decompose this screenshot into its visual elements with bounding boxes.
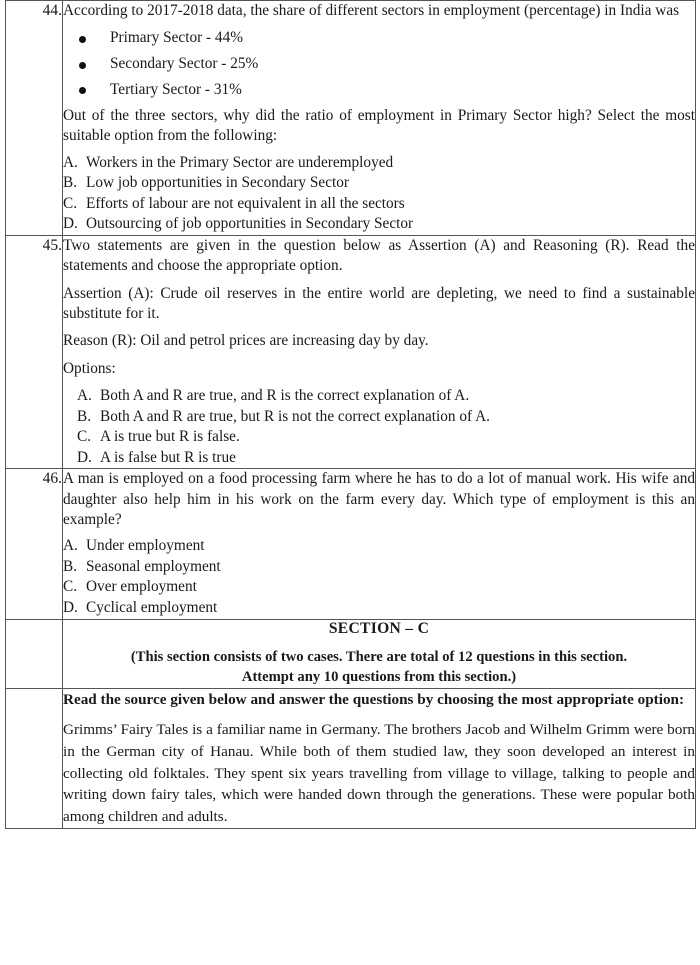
bullet-dot-icon: [79, 87, 86, 94]
option-letter: D.: [77, 448, 92, 466]
option-letter: D.: [63, 598, 78, 616]
option-d: [77, 448, 695, 469]
table-row: [6, 469, 696, 619]
section-number-cell: [6, 619, 63, 688]
question-body-45: [63, 235, 696, 468]
table-row: [6, 619, 696, 688]
question-45-assertion: Assertion (A): Crude oil reserves in the entire world are depleting, we need to find a sustainable substitute for it.: [63, 284, 695, 322]
case-study-number-cell: [6, 688, 63, 828]
option-letter: C.: [63, 194, 78, 212]
question-45-intro: Two statements are given in the question below as Assertion (A) and Reasoning (R). Read the statements and choose the appropriate option.: [63, 236, 695, 275]
question-number-46: 46.: [6, 469, 63, 619]
question-45-options: [63, 386, 695, 468]
section-header-cell: [63, 619, 696, 688]
table-row: [6, 235, 696, 468]
option-letter: B.: [63, 174, 78, 192]
question-number-45: 45.: [6, 235, 63, 468]
option-text: Cyclical employment: [86, 598, 218, 616]
option-text: Outsourcing of job opportunities in Secondary Sector: [86, 215, 414, 233]
question-45-reason: Reason (R): Oil and petrol prices are increasing day by day.: [63, 332, 429, 350]
option-d: [63, 214, 695, 235]
bullet-dot-icon: [79, 62, 86, 69]
option-letter: C.: [77, 428, 92, 446]
option-a: [63, 536, 695, 557]
question-44-intro: According to 2017-2018 data, the share of different sectors in employment (percentage) in India was: [63, 2, 680, 19]
option-c: [77, 427, 695, 448]
option-b: [77, 407, 695, 428]
section-note-line-1: (This section consists of two cases. There are total of 12 questions in this section.: [130, 648, 628, 665]
bullet-text: Secondary Sector - 25%: [110, 55, 259, 73]
option-text: Workers in the Primary Sector are underemployed: [86, 153, 394, 171]
option-letter: A.: [63, 537, 78, 555]
question-46-options: [63, 536, 695, 618]
question-body-44: [63, 1, 696, 236]
list-item: [79, 54, 695, 74]
table-row: [6, 1, 696, 236]
option-text: Low job opportunities in Secondary Sector: [86, 174, 349, 192]
option-letter: B.: [63, 557, 78, 575]
question-number-44: 44.: [6, 1, 63, 236]
option-letter: B.: [77, 407, 92, 425]
table-row: [6, 688, 696, 828]
question-44-prompt: Out of the three sectors, why did the ratio of employment in Primary Sector high? Select the most suitable option from the following:: [63, 106, 695, 145]
question-44-bullet-list: [63, 28, 695, 100]
bullet-text: Tertiary Sector - 31%: [110, 81, 242, 99]
option-text: Seasonal employment: [86, 557, 221, 575]
list-item: [79, 28, 695, 48]
option-c: [63, 194, 695, 215]
option-text: A is false but R is true: [100, 448, 236, 466]
case-study-instruction: Read the source given below and answer the questions by choosing the most appropriate option:: [63, 690, 685, 708]
bullet-text: Primary Sector - 44%: [110, 29, 243, 47]
question-body-46: [63, 469, 696, 619]
question-46-intro: A man is employed on a food processing farm where he has to do a lot of manual work. His wife and daughter also help him in his work on the farm every day. Which type of employment is this an example?: [63, 470, 695, 528]
option-a: [63, 153, 695, 174]
option-text: Both A and R are true, and R is the correct explanation of A.: [100, 386, 470, 404]
list-item: [79, 80, 695, 100]
option-c: [63, 577, 695, 598]
option-letter: D.: [63, 215, 78, 233]
option-b: [63, 557, 695, 578]
case-study-cell: [63, 688, 696, 828]
option-b: [63, 173, 695, 194]
bullet-dot-icon: [79, 36, 86, 43]
option-letter: C.: [63, 578, 78, 596]
case-study-passage: Grimms’ Fairy Tales is a familiar name in Germany. The brothers Jacob and Wilhelm Grimm were born in the German city of Hanau. While both of them studied law, they soon developed an interest in collecting old folktales. They spent six years travelling from village to village, talking to people and writing down fairy tales, which were handed down through the generations. These were popular both among children and adults.: [63, 721, 695, 826]
section-note-line-2: Attempt any 10 questions from this section.): [241, 669, 517, 686]
option-text: Efforts of labour are not equivalent in all the sectors: [86, 194, 405, 212]
question-44-options: [63, 153, 695, 235]
option-text: Under employment: [86, 537, 205, 555]
option-text: A is true but R is false.: [100, 428, 240, 446]
option-text: Both A and R are true, but R is not the correct explanation of A.: [100, 407, 490, 425]
option-d: [63, 598, 695, 619]
option-a: [77, 386, 695, 407]
option-text: Over employment: [86, 578, 197, 596]
option-letter: A.: [63, 153, 78, 171]
question-45-options-label: Options:: [63, 359, 116, 377]
question-table: [5, 0, 696, 829]
option-letter: A.: [77, 386, 92, 404]
section-title: SECTION – C: [328, 619, 430, 637]
